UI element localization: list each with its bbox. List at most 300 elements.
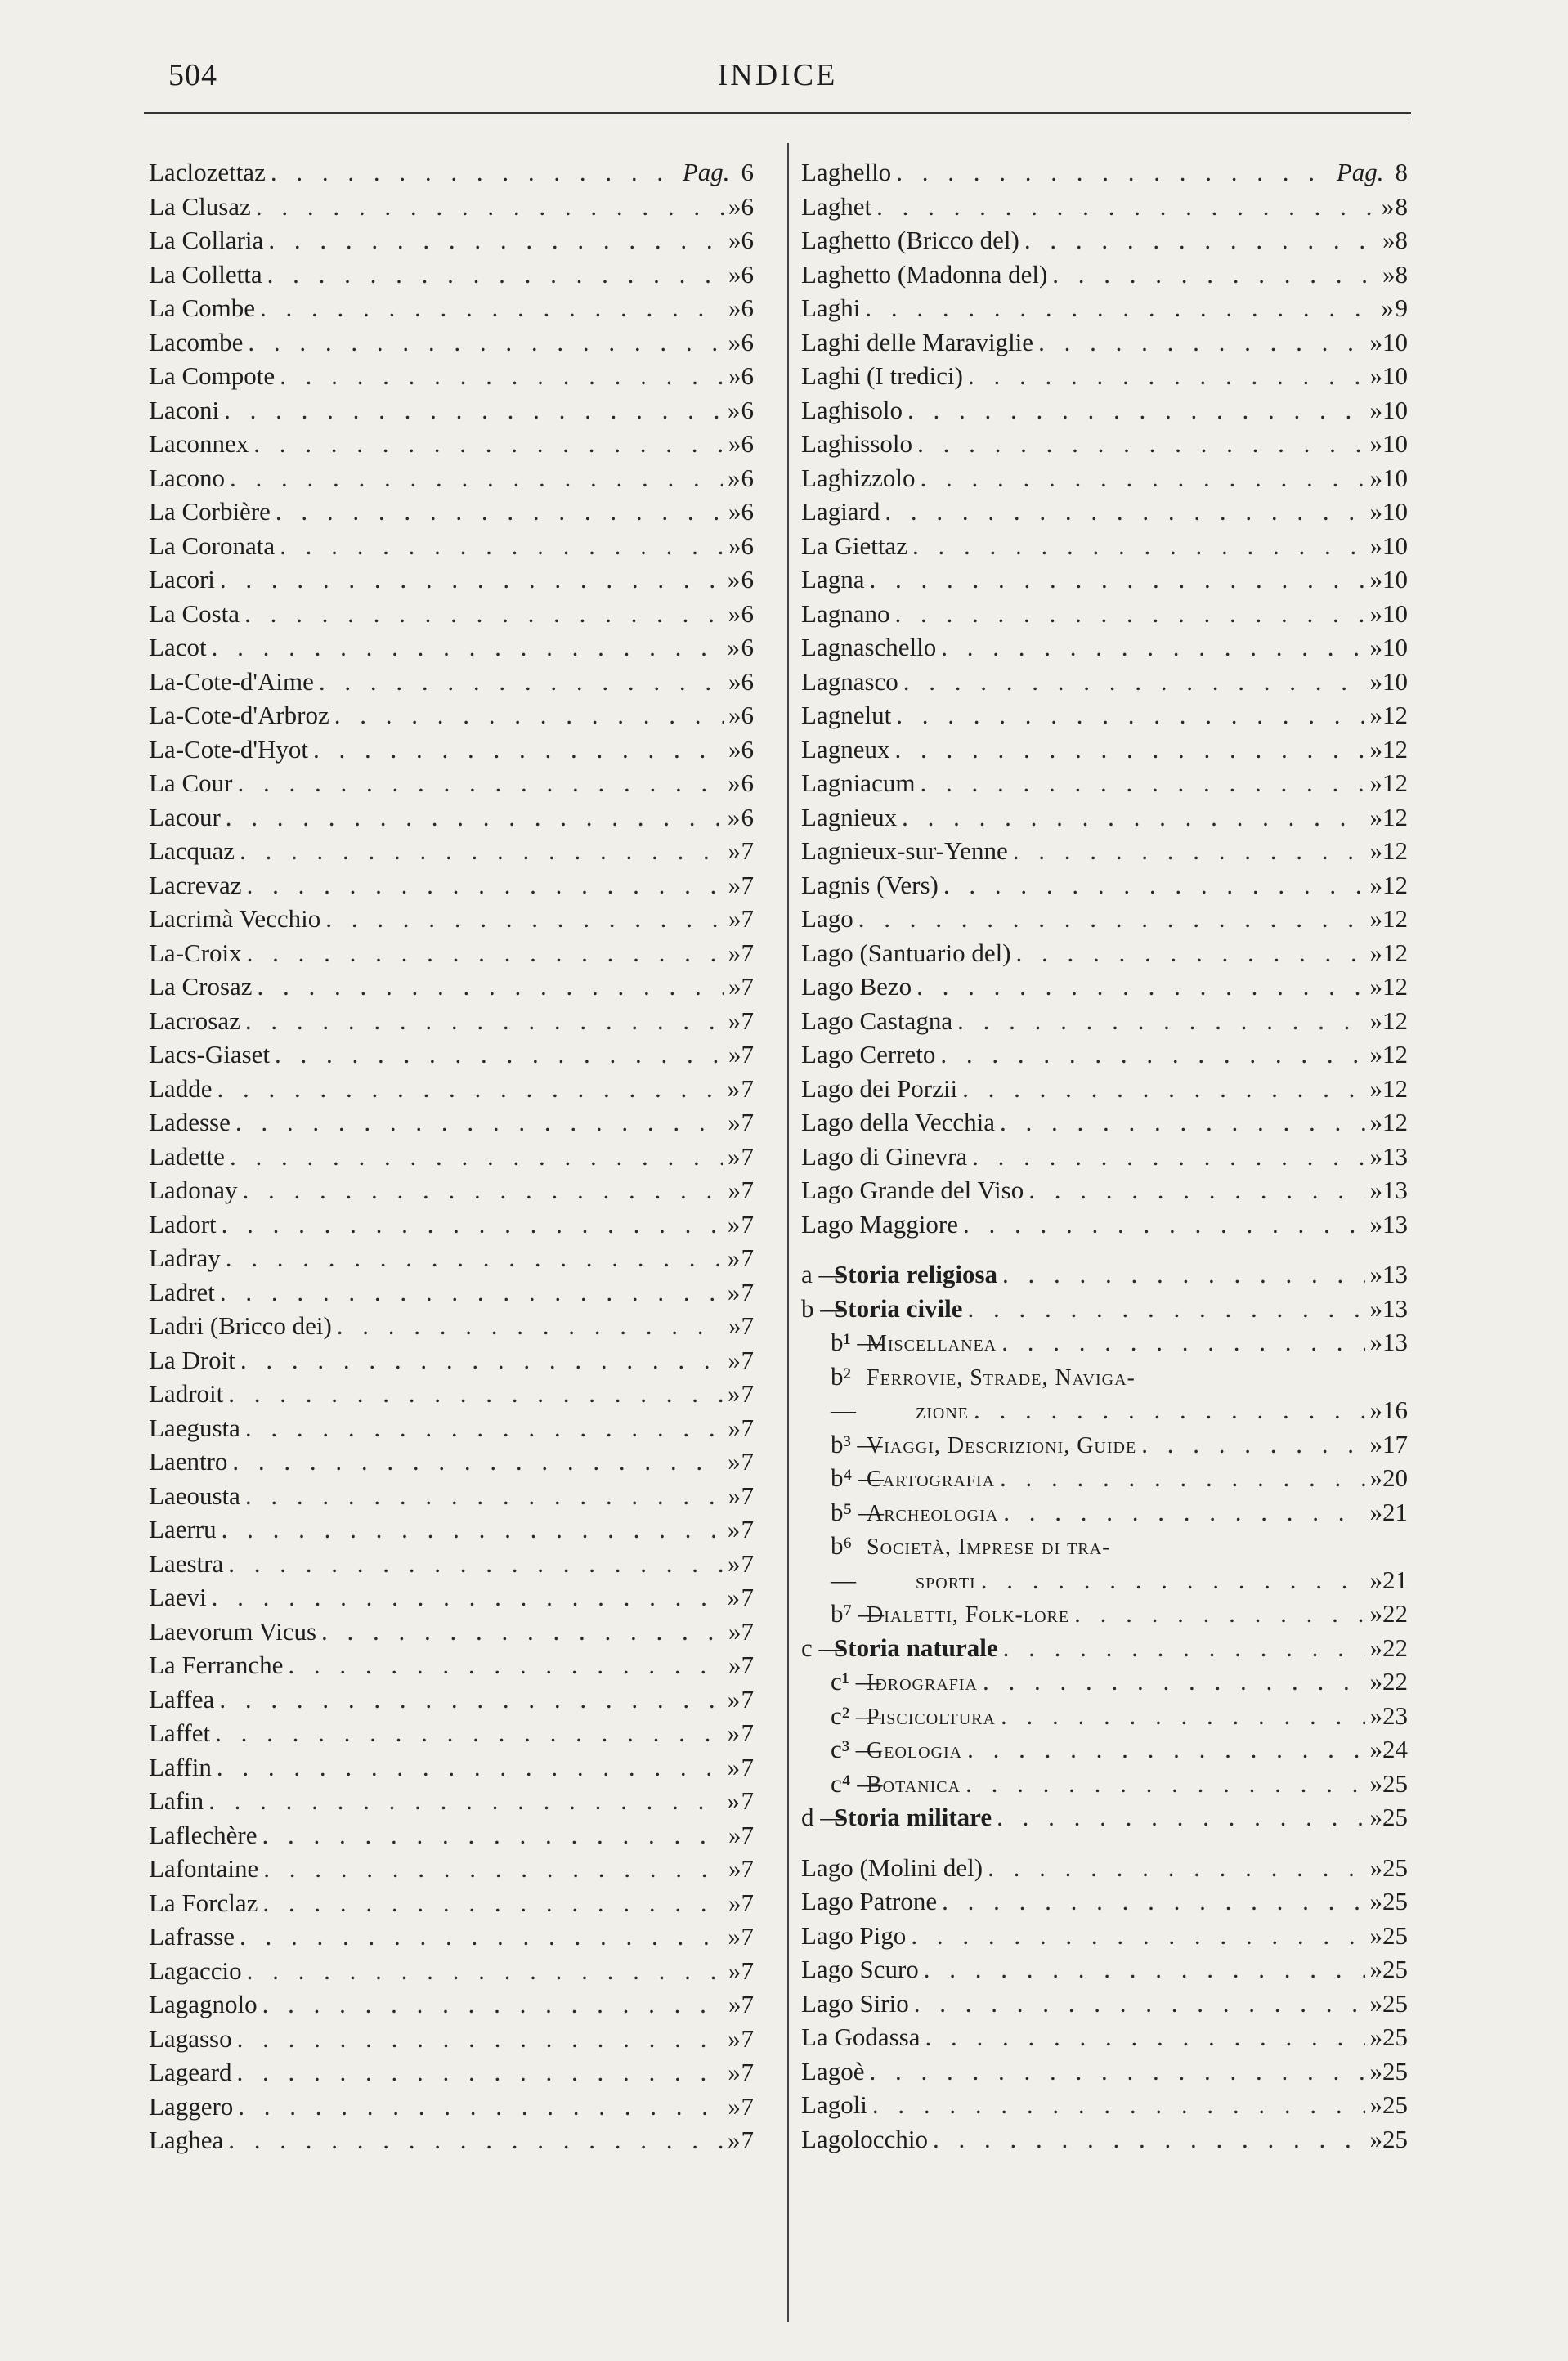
subsection-title: Ferrovie, Strade, Naviga- bbox=[867, 1364, 1136, 1391]
entry-mark: » bbox=[1369, 734, 1382, 764]
entry-name: Lago Maggiore bbox=[801, 1209, 958, 1239]
leader-dots bbox=[271, 155, 678, 190]
leader-dots bbox=[903, 665, 1365, 699]
subsection-title: Viaggi, Descrizioni, Guide bbox=[867, 1432, 1137, 1458]
entry-name: Laghea bbox=[149, 2126, 224, 2154]
index-entry bbox=[149, 2055, 754, 2090]
subsection-entry bbox=[801, 1427, 1408, 1462]
leader-dots bbox=[217, 1072, 722, 1106]
leader-dots bbox=[212, 1580, 723, 1615]
entry-mark: » bbox=[728, 701, 741, 729]
entry-page: 7 bbox=[741, 1447, 754, 1476]
entry-page: 12 bbox=[1382, 1040, 1408, 1068]
index-entry bbox=[801, 970, 1408, 1004]
index-entry bbox=[149, 1241, 754, 1275]
subsection-title: Geologia bbox=[867, 1738, 963, 1763]
leader-dots bbox=[247, 868, 724, 903]
entry-name: Lagasso bbox=[149, 2023, 232, 2053]
index-entry bbox=[149, 732, 754, 767]
index-entry bbox=[149, 1207, 754, 1242]
entry-name: Lago di Ginevra bbox=[801, 1141, 968, 1171]
entry-page: 7 bbox=[741, 1786, 754, 1815]
entry-mark: » bbox=[1369, 666, 1382, 696]
leader-dots bbox=[1003, 1495, 1364, 1530]
index-entry bbox=[149, 1716, 754, 1750]
leader-dots bbox=[872, 2088, 1365, 2122]
entry-page: 25 bbox=[1382, 2090, 1408, 2119]
leader-dots bbox=[219, 1682, 722, 1717]
index-entry bbox=[801, 732, 1408, 767]
leader-dots bbox=[244, 597, 723, 631]
index-entry bbox=[149, 1750, 754, 1785]
entry-name: Laghizzolo bbox=[801, 463, 916, 492]
entry-page: 21 bbox=[1382, 1565, 1408, 1594]
section-prefix: b³ — bbox=[831, 1429, 883, 1458]
entry-mark: » bbox=[728, 1311, 741, 1340]
leader-dots bbox=[230, 1140, 723, 1174]
index-entry bbox=[801, 1884, 1408, 1919]
index-entry bbox=[149, 1682, 754, 1717]
entry-mark: » bbox=[1369, 2124, 1382, 2153]
entry-mark: » bbox=[728, 666, 741, 696]
entry-name: Lago Castagna bbox=[801, 1006, 953, 1035]
entry-name: Ladesse bbox=[149, 1108, 231, 1136]
entry-page: 7 bbox=[741, 1481, 754, 1510]
entry-mark: » bbox=[1369, 1667, 1382, 1696]
index-entry bbox=[801, 2122, 1408, 2157]
leader-dots bbox=[869, 2054, 1364, 2089]
leader-dots bbox=[224, 393, 723, 428]
section-prefix: b⁴ — bbox=[831, 1463, 885, 1492]
entry-name: Laghissolo bbox=[801, 429, 913, 458]
section-prefix: c³ — bbox=[831, 1735, 881, 1763]
entry-mark: » bbox=[1369, 1209, 1382, 1239]
entry-mark: » bbox=[728, 293, 741, 322]
section-prefix: b² — bbox=[831, 1361, 856, 1424]
leader-dots bbox=[237, 2022, 724, 2056]
leader-dots bbox=[1141, 1427, 1364, 1462]
entry-mark: » bbox=[727, 395, 741, 424]
entry-page: 7 bbox=[741, 1684, 754, 1714]
leader-dots bbox=[1052, 258, 1378, 292]
entry-page: 7 bbox=[741, 2058, 754, 2086]
entry-name: Lafin bbox=[149, 1786, 204, 1815]
entry-page: 6 bbox=[741, 259, 754, 289]
entry-mark: » bbox=[728, 598, 741, 628]
entry-mark: » bbox=[728, 2091, 741, 2121]
leader-dots bbox=[914, 1987, 1365, 2021]
entry-mark: » bbox=[1369, 1006, 1382, 1035]
index-entry bbox=[801, 834, 1408, 868]
section-prefix: c¹ — bbox=[831, 1667, 881, 1696]
entry-mark: » bbox=[728, 836, 741, 865]
entry-mark: » bbox=[1369, 395, 1382, 424]
entry-mark: » bbox=[727, 1752, 741, 1781]
index-entry bbox=[149, 1105, 754, 1140]
section-prefix: b⁵ — bbox=[831, 1497, 885, 1526]
leader-dots bbox=[280, 529, 724, 563]
entry-name: Lagnaschello bbox=[801, 633, 937, 661]
index-entry bbox=[149, 1479, 754, 1513]
entry-mark: » bbox=[728, 768, 741, 797]
index-entry bbox=[149, 1784, 754, 1818]
entry-page: 24 bbox=[1382, 1735, 1408, 1763]
index-entry bbox=[801, 562, 1408, 597]
running-title: INDICE bbox=[717, 58, 838, 92]
section-prefix: a — bbox=[801, 1260, 844, 1288]
leader-dots bbox=[1016, 936, 1365, 970]
index-entry bbox=[149, 1954, 754, 1988]
leader-dots bbox=[981, 1563, 1365, 1597]
entry-page: 6 bbox=[741, 701, 754, 729]
index-entry bbox=[149, 834, 754, 868]
entry-mark: » bbox=[1369, 1463, 1382, 1492]
entry-name: La Godassa bbox=[801, 2023, 921, 2051]
index-entry bbox=[801, 1987, 1408, 2021]
entry-name: Laghi (I tredici) bbox=[801, 361, 963, 390]
entry-mark: » bbox=[727, 1583, 740, 1611]
leader-dots bbox=[208, 1784, 722, 1818]
entry-page: 7 bbox=[741, 1413, 754, 1442]
entry-page: 10 bbox=[1382, 531, 1408, 560]
entry-name: Laghet bbox=[801, 191, 872, 221]
leader-dots bbox=[337, 1309, 724, 1343]
leader-dots bbox=[248, 325, 723, 360]
section-prefix: b — bbox=[801, 1293, 846, 1323]
entry-name: Lageard bbox=[149, 2058, 232, 2086]
entry-page: 6 bbox=[741, 361, 754, 390]
subsection-title-cont: sporti bbox=[916, 1568, 976, 1594]
entry-page: 7 bbox=[741, 2126, 754, 2154]
entry-name: La Colletta bbox=[149, 259, 262, 289]
entry-page: 7 bbox=[741, 1922, 754, 1951]
entry-name: La Crosaz bbox=[149, 972, 253, 1001]
entry-name: Ladret bbox=[149, 1277, 215, 1306]
entry-mark: » bbox=[728, 1141, 741, 1171]
entry-name: Lafrasse bbox=[149, 1922, 235, 1951]
entry-page: 17 bbox=[1382, 1429, 1408, 1458]
entry-name: Lagagnolo bbox=[149, 1990, 258, 2018]
index-entry bbox=[149, 902, 754, 936]
entry-name: Lacour bbox=[149, 802, 221, 831]
entry-name: La Forclaz bbox=[149, 1888, 258, 1917]
entry-page: 13 bbox=[1382, 1328, 1408, 1356]
index-entry bbox=[149, 1140, 754, 1174]
entry-page: 10 bbox=[1382, 666, 1408, 696]
entry-name: Lafontaine bbox=[149, 1854, 259, 1883]
leader-dots bbox=[237, 2055, 724, 2090]
index-entry bbox=[801, 1072, 1408, 1106]
entry-name: Laghi bbox=[801, 293, 861, 322]
leader-dots bbox=[222, 1512, 723, 1547]
entry-page: 25 bbox=[1382, 2124, 1408, 2153]
entry-mark: » bbox=[727, 1209, 741, 1239]
entry-name: Laevi bbox=[149, 1583, 207, 1611]
section-entry bbox=[801, 1800, 1408, 1835]
index-entry bbox=[149, 495, 754, 529]
entry-page: 10 bbox=[1382, 429, 1408, 458]
entry-page: 12 bbox=[1382, 938, 1408, 967]
entry-page: 12 bbox=[1382, 1073, 1408, 1103]
entry-name: Laghetto (Bricco del) bbox=[801, 226, 1019, 254]
leader-dots bbox=[247, 1954, 724, 1988]
section-gap bbox=[801, 1241, 1408, 1257]
subsection-title: Dialetti, Folk-lore bbox=[867, 1602, 1070, 1628]
leader-dots bbox=[240, 1343, 723, 1378]
index-entry bbox=[801, 359, 1408, 393]
entry-page: 25 bbox=[1382, 1887, 1408, 1915]
subsection-title: Cartografia bbox=[867, 1467, 996, 1492]
leader-dots bbox=[258, 970, 724, 1004]
entry-mark: » bbox=[728, 1413, 741, 1442]
entry-mark: » bbox=[1369, 1955, 1382, 1983]
entry-page: 6 bbox=[741, 666, 754, 696]
leader-dots bbox=[896, 155, 1332, 190]
entry-mark: » bbox=[1369, 1396, 1382, 1424]
entry-mark: » bbox=[1382, 259, 1396, 289]
subsection-entry bbox=[801, 1325, 1408, 1360]
leader-dots bbox=[865, 291, 1376, 325]
entry-mark: » bbox=[727, 1684, 741, 1714]
entry-name: La-Cote-d'Aime bbox=[149, 666, 314, 696]
leader-dots bbox=[941, 630, 1364, 665]
entry-page: 10 bbox=[1382, 361, 1408, 390]
leader-dots bbox=[268, 223, 724, 258]
leader-dots bbox=[1003, 1631, 1365, 1665]
entry-page: 7 bbox=[741, 1854, 754, 1883]
entry-page: 7 bbox=[741, 1040, 754, 1068]
index-entry bbox=[801, 325, 1408, 360]
entry-page: 7 bbox=[741, 1141, 754, 1171]
index-entry bbox=[801, 766, 1408, 800]
entry-page: 12 bbox=[1382, 734, 1408, 764]
entry-mark: » bbox=[727, 1073, 741, 1103]
index-entry bbox=[149, 223, 754, 258]
index-entry bbox=[801, 1919, 1408, 1953]
index-entry bbox=[801, 155, 1408, 190]
index-entry bbox=[149, 1512, 754, 1547]
entry-mark: » bbox=[1369, 1260, 1382, 1288]
entry-name: Lagolocchio bbox=[801, 2124, 928, 2153]
leader-dots bbox=[858, 902, 1365, 936]
leader-dots bbox=[226, 800, 723, 835]
entry-page: 8 bbox=[1395, 158, 1408, 186]
entry-page: 7 bbox=[741, 1311, 754, 1340]
leader-dots bbox=[260, 291, 724, 325]
entry-name: Lacrosaz bbox=[149, 1006, 240, 1035]
entry-page: 20 bbox=[1382, 1463, 1408, 1492]
entry-mark: » bbox=[728, 463, 741, 492]
index-entry bbox=[801, 868, 1408, 903]
entry-mark: » bbox=[1369, 598, 1382, 628]
entry-page: 10 bbox=[1382, 395, 1408, 424]
entry-page: 7 bbox=[741, 870, 754, 899]
entry-page: 7 bbox=[741, 1752, 754, 1781]
index-entry bbox=[149, 427, 754, 461]
leader-dots bbox=[920, 766, 1364, 800]
leader-dots bbox=[924, 1952, 1365, 1987]
entry-page: 21 bbox=[1382, 1497, 1408, 1526]
subsection-entry bbox=[801, 1699, 1408, 1733]
section-title: Storia civile bbox=[834, 1293, 963, 1323]
entry-mark: » bbox=[1369, 1293, 1382, 1323]
index-entry bbox=[801, 1004, 1408, 1038]
entry-page: 12 bbox=[1382, 768, 1408, 797]
entry-mark: » bbox=[727, 1243, 741, 1272]
section-entry bbox=[801, 1257, 1408, 1292]
entry-mark: » bbox=[1369, 836, 1382, 865]
entry-page: 10 bbox=[1382, 497, 1408, 526]
entry-name: Lago (Santuario del) bbox=[801, 938, 1011, 967]
subsection-entry bbox=[801, 1767, 1408, 1801]
entry-page: 7 bbox=[741, 1277, 754, 1306]
entry-mark: » bbox=[1369, 1429, 1382, 1458]
entry-page: 12 bbox=[1382, 1108, 1408, 1136]
entry-name: La Costa bbox=[149, 598, 240, 628]
leader-dots bbox=[313, 732, 724, 767]
entry-name: Lacombe bbox=[149, 327, 244, 356]
leader-dots bbox=[275, 1037, 724, 1072]
index-entry bbox=[149, 325, 754, 360]
subsection-entry bbox=[801, 1495, 1408, 1530]
entry-page: 7 bbox=[741, 1548, 754, 1578]
leader-dots bbox=[1024, 223, 1378, 258]
leader-dots bbox=[968, 1292, 1365, 1326]
entry-name: Lagna bbox=[801, 565, 865, 594]
leader-dots bbox=[967, 1732, 1364, 1767]
entry-name: La Cour bbox=[149, 768, 233, 797]
entry-name: La Combe bbox=[149, 293, 255, 322]
entry-mark: » bbox=[1369, 938, 1382, 967]
index-entry bbox=[801, 529, 1408, 563]
leader-dots bbox=[988, 1851, 1364, 1885]
leader-dots bbox=[917, 427, 1364, 461]
index-entry bbox=[801, 936, 1408, 970]
entry-name: Laentro bbox=[149, 1447, 228, 1476]
entry-mark: » bbox=[727, 1786, 740, 1815]
section-prefix: d — bbox=[801, 1803, 846, 1831]
leader-dots bbox=[247, 936, 724, 970]
index-list-right-bottom bbox=[801, 1851, 1408, 2157]
entry-mark: » bbox=[728, 1548, 741, 1578]
leader-dots bbox=[253, 427, 724, 461]
entry-page: 7 bbox=[741, 1583, 754, 1611]
entry-name: Lagnano bbox=[801, 598, 890, 628]
entry-page: 7 bbox=[741, 1888, 754, 1917]
index-entry bbox=[149, 1852, 754, 1886]
entry-page: 7 bbox=[741, 2023, 754, 2053]
leader-dots bbox=[240, 1920, 723, 1954]
entry-page: 6 bbox=[741, 327, 754, 356]
index-entry bbox=[801, 291, 1408, 325]
entry-page: 7 bbox=[741, 904, 754, 933]
entry-mark: » bbox=[1369, 1700, 1382, 1730]
leader-dots bbox=[319, 665, 724, 699]
entry-page: 6 bbox=[741, 565, 754, 594]
subsection-title: Botanica bbox=[867, 1772, 961, 1798]
leader-dots bbox=[885, 495, 1364, 529]
leader-dots bbox=[968, 359, 1365, 393]
entry-name: Ladette bbox=[149, 1141, 225, 1171]
leader-dots bbox=[1000, 1461, 1364, 1495]
entry-name: Lagnasco bbox=[801, 666, 898, 696]
entry-mark: » bbox=[1369, 1887, 1382, 1915]
leader-dots bbox=[1013, 834, 1365, 868]
entry-mark: » bbox=[1369, 870, 1382, 899]
entry-name: Lago Patrone bbox=[801, 1887, 938, 1915]
leader-dots bbox=[912, 529, 1365, 563]
index-column-left bbox=[149, 155, 754, 2157]
entry-name: La Giettaz bbox=[801, 531, 907, 560]
entry-page: 13 bbox=[1382, 1260, 1408, 1288]
entry-name: Laghetto (Madonna del) bbox=[801, 259, 1048, 289]
section-gap bbox=[801, 1835, 1408, 1851]
leader-dots bbox=[334, 698, 724, 732]
entry-page: 22 bbox=[1382, 1633, 1408, 1662]
entry-mark: » bbox=[728, 259, 741, 289]
index-entry bbox=[149, 698, 754, 732]
leader-dots bbox=[226, 1241, 723, 1275]
leader-dots bbox=[894, 732, 1364, 767]
entry-mark: » bbox=[728, 191, 741, 221]
index-entry bbox=[149, 359, 754, 393]
entry-page: 12 bbox=[1382, 870, 1408, 899]
leader-dots bbox=[894, 597, 1364, 631]
entry-mark: » bbox=[1369, 463, 1382, 492]
index-entry bbox=[801, 597, 1408, 631]
entry-name: Lago Bezo bbox=[801, 972, 912, 1001]
entry-mark: » bbox=[727, 1277, 741, 1306]
leader-dots bbox=[1001, 1325, 1364, 1360]
entry-page: 25 bbox=[1382, 1803, 1408, 1831]
index-entry bbox=[149, 1343, 754, 1378]
entry-mark: » bbox=[728, 1040, 741, 1068]
index-entry bbox=[149, 1445, 754, 1479]
subsection-title-cont: zione bbox=[916, 1399, 969, 1424]
index-entry bbox=[801, 698, 1408, 732]
entry-page: 10 bbox=[1382, 327, 1408, 356]
entry-page: 10 bbox=[1382, 463, 1408, 492]
entry-mark: » bbox=[728, 531, 741, 560]
leader-dots bbox=[245, 1004, 724, 1038]
entry-page: 13 bbox=[1382, 1209, 1408, 1239]
leader-dots bbox=[238, 2090, 723, 2124]
entry-mark: » bbox=[1369, 2056, 1382, 2085]
entry-name: Lagnelut bbox=[801, 701, 892, 729]
entry-page: 7 bbox=[741, 1176, 754, 1204]
page-header bbox=[144, 57, 1411, 106]
entry-mark: » bbox=[1369, 361, 1382, 390]
leader-dots bbox=[235, 1105, 723, 1140]
index-entry bbox=[149, 529, 754, 563]
entry-mark: » bbox=[1369, 701, 1382, 729]
index-entry bbox=[801, 1140, 1408, 1174]
leader-dots bbox=[262, 1818, 724, 1853]
index-entry bbox=[149, 970, 754, 1004]
entry-name: Laflechère bbox=[149, 1820, 258, 1849]
entry-mark: » bbox=[1369, 497, 1382, 526]
entry-name: Lagnieux bbox=[801, 802, 898, 831]
leader-dots bbox=[228, 1377, 723, 1411]
leader-dots bbox=[325, 902, 724, 936]
entry-mark: » bbox=[728, 1108, 741, 1136]
entry-name: La Coronata bbox=[149, 531, 276, 560]
entry-name: Lacs-Giaset bbox=[149, 1040, 271, 1068]
index-entry bbox=[801, 665, 1408, 699]
entry-mark: Pag. bbox=[1336, 158, 1384, 186]
entry-page: 6 bbox=[741, 734, 754, 764]
subsection-entry bbox=[801, 1664, 1408, 1699]
